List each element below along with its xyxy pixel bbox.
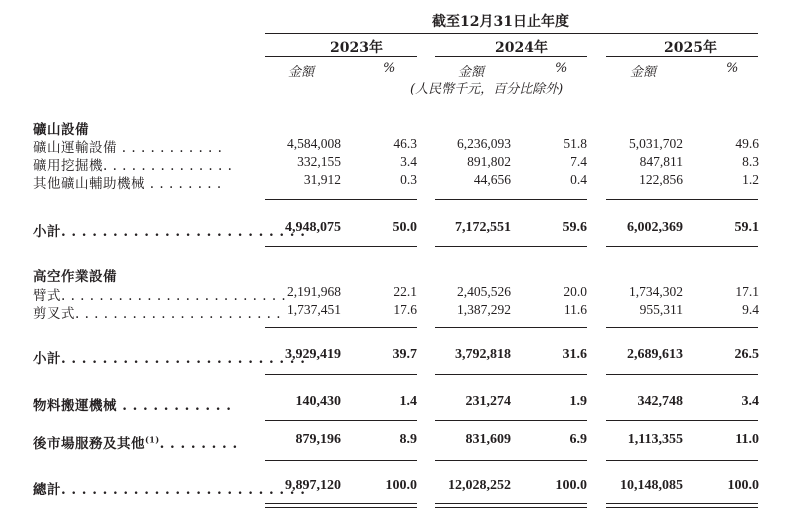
cell-amount-2024: 3,792,818	[455, 347, 511, 362]
cell-pct-2023: 8.9	[399, 432, 417, 447]
cell-amount-2023: 879,196	[295, 432, 341, 447]
cell-amount-2025: 342,748	[637, 394, 683, 409]
cell-amount-2025: 2,689,613	[627, 347, 683, 362]
unit-note: (人民幣千元，百分比除外)	[410, 82, 564, 97]
pct-header-2023: %	[383, 61, 396, 76]
pct-header-2025: %	[726, 61, 739, 76]
cell-amount-2025: 10,148,085	[620, 478, 683, 493]
subtotal-rule	[435, 246, 587, 247]
cell-pct-2024: 6.9	[569, 432, 587, 447]
total-double-rule	[435, 503, 587, 508]
subtotal-rule	[435, 420, 587, 421]
cell-amount-2023: 9,897,120	[285, 478, 341, 493]
cell-pct-2024: 100.0	[555, 478, 587, 493]
cell-pct-2024: 51.8	[563, 136, 587, 151]
subtotal-rule	[435, 327, 587, 328]
cell-pct-2025: 3.4	[741, 394, 759, 409]
cell-amount-2024: 891,802	[467, 154, 511, 169]
subtotal-rule	[265, 199, 417, 200]
row-label: 礦用挖掘機. . . . . . . . . . . . . .	[33, 158, 233, 174]
year-2024: 2024年	[495, 40, 548, 56]
subtotal-rule	[265, 246, 417, 247]
subtotal-rule	[265, 460, 417, 461]
year-2025-rule	[606, 56, 758, 57]
subtotal-rule	[606, 374, 758, 375]
cell-amount-2024: 831,609	[465, 432, 511, 447]
period-rule	[265, 33, 758, 34]
cell-pct-2024: 7.4	[570, 154, 587, 169]
cell-pct-2025: 8.3	[742, 154, 759, 169]
cell-pct-2023: 50.0	[392, 220, 417, 235]
subtotal-rule	[435, 460, 587, 461]
cell-amount-2023: 2,191,968	[287, 284, 341, 299]
subtotal-rule	[606, 327, 758, 328]
row-label: 其他礦山輔助機械 . . . . . . . .	[33, 176, 222, 192]
cell-amount-2025: 122,856	[639, 172, 683, 187]
amount-header-2023: 金額	[288, 65, 315, 80]
cell-pct-2024: 0.4	[570, 172, 587, 187]
cell-pct-2025: 17.1	[735, 284, 759, 299]
cell-amount-2025: 955,311	[639, 302, 683, 317]
footnote-ref: (1)	[145, 434, 160, 445]
cell-amount-2024: 1,387,292	[457, 302, 511, 317]
period-heading: 截至12月31日止年度	[432, 14, 569, 30]
subtotal-rule	[265, 374, 417, 375]
year-2023-rule	[265, 56, 417, 57]
year-2024-rule	[435, 56, 587, 57]
cell-amount-2023: 31,912	[303, 172, 341, 187]
cell-pct-2025: 100.0	[727, 478, 759, 493]
cell-amount-2025: 6,002,369	[627, 220, 683, 235]
cell-pct-2024: 11.6	[563, 302, 587, 317]
subtotal-rule	[606, 246, 758, 247]
cell-pct-2023: 0.3	[400, 172, 417, 187]
cell-pct-2024: 31.6	[562, 347, 587, 362]
subtotal-rule	[606, 199, 758, 200]
total-double-rule	[265, 503, 417, 508]
cell-pct-2023: 1.4	[399, 394, 417, 409]
cell-amount-2025: 5,031,702	[629, 136, 683, 151]
amount-header-2024: 金額	[458, 65, 485, 80]
year-2023: 2023年	[330, 40, 383, 56]
cell-amount-2024: 2,405,526	[457, 284, 511, 299]
cell-amount-2025: 1,734,302	[629, 284, 683, 299]
row-label: 礦山運輸設備 . . . . . . . . . . .	[33, 140, 223, 156]
section-title-aerial: 高空作業設備	[33, 269, 117, 285]
cell-pct-2025: 1.2	[742, 172, 759, 187]
cell-amount-2024: 12,028,252	[448, 478, 511, 493]
row-label: 後市場服務及其他$^{(1)}$. . . . . . . .	[33, 434, 238, 452]
pct-header-2024: %	[555, 61, 568, 76]
total-double-rule	[606, 503, 758, 508]
cell-amount-2024: 6,236,093	[457, 136, 511, 151]
cell-pct-2025: 59.1	[734, 220, 759, 235]
cell-amount-2023: 1,737,451	[287, 302, 341, 317]
cell-amount-2023: 4,948,075	[285, 220, 341, 235]
cell-amount-2024: 231,274	[465, 394, 511, 409]
cell-amount-2023: 3,929,419	[285, 347, 341, 362]
cell-pct-2023: 100.0	[385, 478, 417, 493]
cell-pct-2023: 22.1	[393, 284, 417, 299]
amount-header-2025: 金額	[630, 65, 657, 80]
cell-pct-2024: 1.9	[569, 394, 587, 409]
cell-pct-2023: 17.6	[393, 302, 417, 317]
cell-amount-2025: 847,811	[639, 154, 683, 169]
subtotal-rule	[265, 327, 417, 328]
subtotal-rule	[606, 460, 758, 461]
row-label: 剪叉式. . . . . . . . . . . . . . . . . . . . . .	[33, 306, 282, 322]
cell-pct-2025: 49.6	[735, 136, 759, 151]
year-2025: 2025年	[664, 40, 717, 56]
row-label: 總計. . . . . . . . . . . . . . . . . . . . . . . .	[33, 482, 306, 498]
cell-pct-2024: 59.6	[562, 220, 587, 235]
cell-pct-2023: 3.4	[400, 154, 417, 169]
row-label: 小計. . . . . . . . . . . . . . . . . . . . . . . .	[33, 224, 306, 240]
cell-amount-2025: 1,113,355	[627, 432, 683, 447]
cell-amount-2024: 44,656	[473, 172, 511, 187]
row-label: 物料搬運機械 . . . . . . . . . . .	[33, 398, 232, 414]
cell-amount-2023: 4,584,008	[287, 136, 341, 151]
cell-pct-2025: 9.4	[742, 302, 759, 317]
subtotal-rule	[606, 420, 758, 421]
cell-pct-2024: 20.0	[563, 284, 587, 299]
subtotal-rule	[435, 374, 587, 375]
cell-pct-2025: 26.5	[734, 347, 759, 362]
cell-amount-2023: 332,155	[297, 154, 341, 169]
cell-pct-2025: 11.0	[735, 432, 759, 447]
cell-pct-2023: 39.7	[392, 347, 417, 362]
row-label: 臂式. . . . . . . . . . . . . . . . . . . . . . . .	[33, 288, 287, 304]
subtotal-rule	[435, 199, 587, 200]
row-label: 小計. . . . . . . . . . . . . . . . . . . . . . . .	[33, 351, 306, 367]
cell-pct-2023: 46.3	[393, 136, 417, 151]
cell-amount-2023: 140,430	[295, 394, 341, 409]
cell-amount-2024: 7,172,551	[455, 220, 511, 235]
section-title-mining: 礦山設備	[33, 122, 89, 138]
subtotal-rule	[265, 420, 417, 421]
